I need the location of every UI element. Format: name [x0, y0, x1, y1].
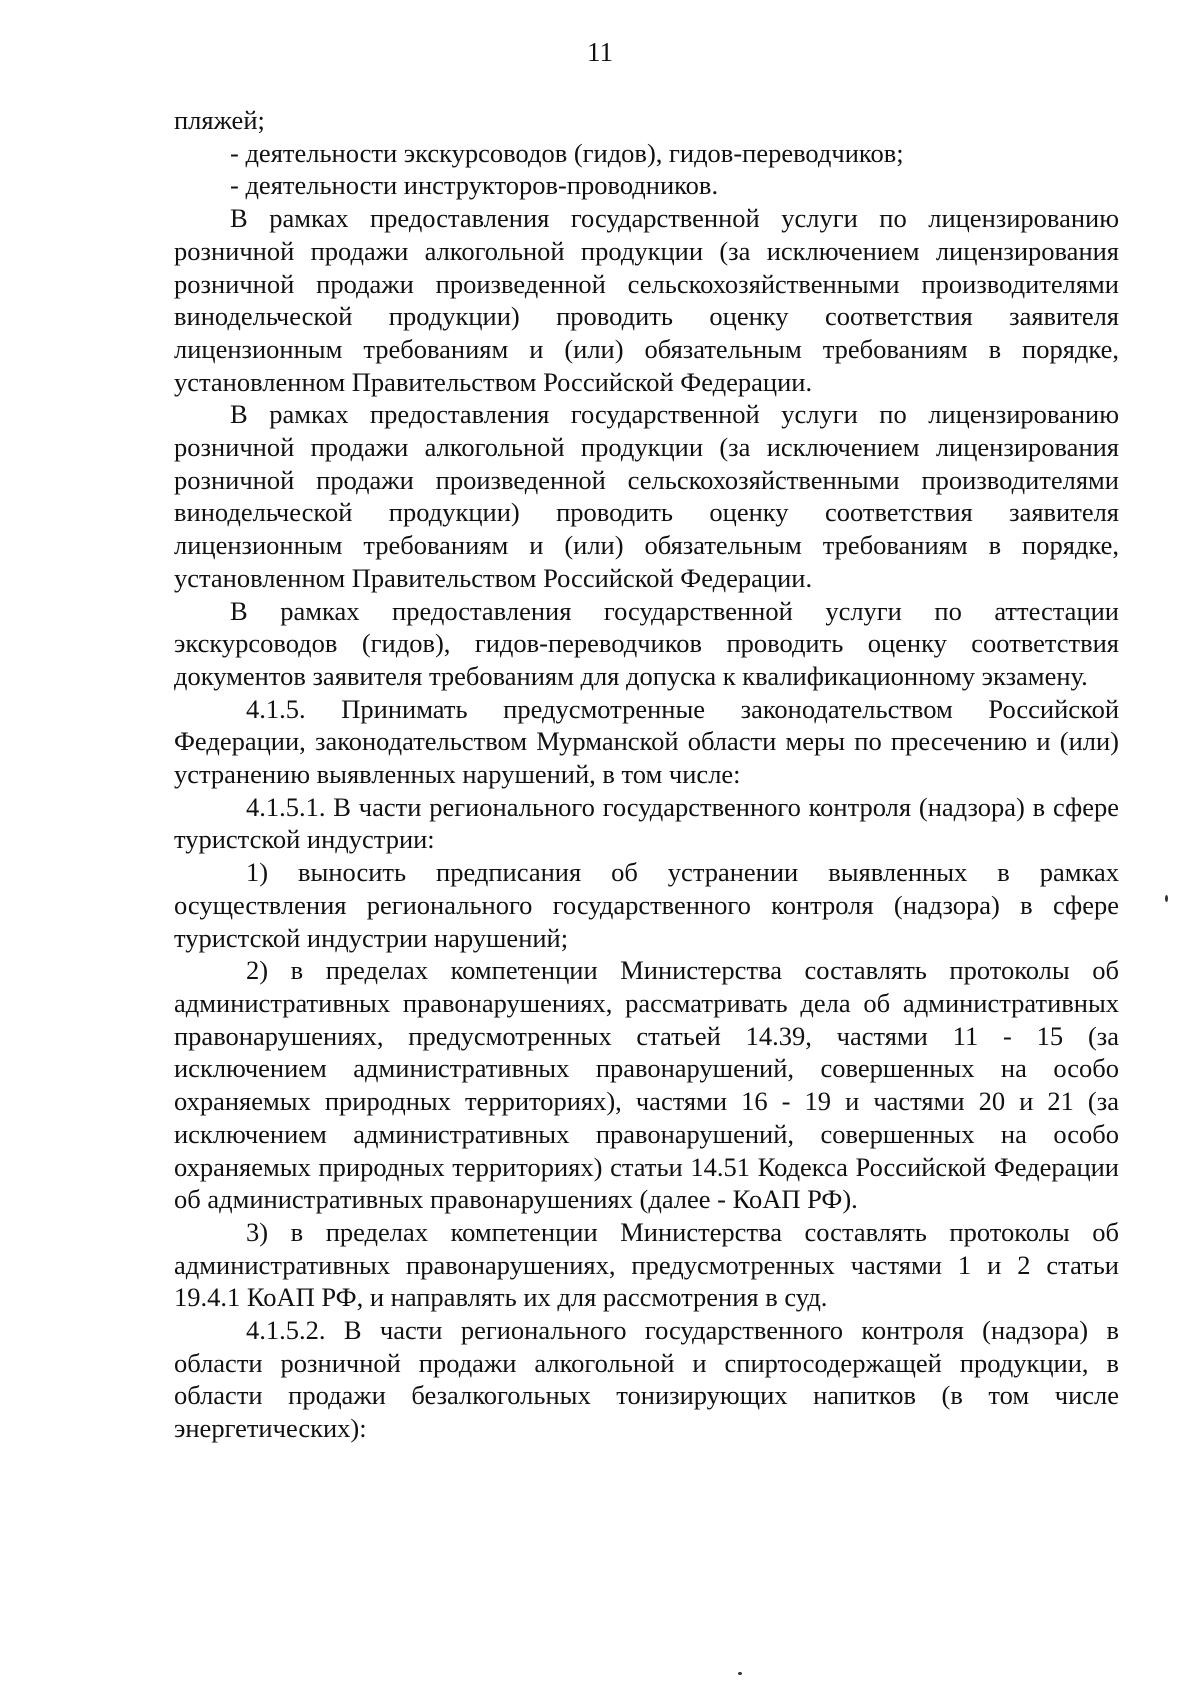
paragraph: 4.1.5. Принимать предусмотренные законодательством Российской Федерации, законодательством Мурманской области меры по пресечению и (или) устранению выявленных нарушений, в том числе:	[174, 693, 1119, 790]
paragraph: - деятельности экскурсоводов (гидов), гидов-переводчиков;	[230, 137, 904, 168]
document-body	[174, 104, 1119, 1445]
paragraph: 2) в пределах компетенции Министерства составлять протоколы об административных правонарушениях, рассматривать дела об административных правонарушениях, предусмотренных статьей 14.39, частями 11 - 15 (за исключением административных правонарушений, совершенных на особо охраняемых природных территориях), частями 16 - 19 и частями 20 и 21 (за исключением административных правонарушений, совершенных на особо охраняемых природных территориях) статьи 14.51 Кодекса Российской Федерации об административных правонарушениях (далее - КоАП РФ).	[174, 955, 1119, 1215]
paragraph: В рамках предоставления государственной услуги по лицензированию розничной продажи алкогольной продукции (за исключением лицензирования розничной продажи произведенной сельскохозяйственными производителями винодельческой продукции) проводить оценку соответствия заявителя лицензионным требованиям и (или) обязательным требованиям в порядке, установленном Правительством Российской Федерации.	[174, 399, 1119, 593]
paragraph: В рамках предоставления государственной услуги по аттестации экскурсоводов (гидов), гидов-переводчиков проводить оценку соответствия документов заявителя требованиям для допуска к квалификационному экзамену.	[174, 595, 1119, 691]
scan-speck	[738, 1672, 742, 1675]
scan-speck	[1165, 895, 1168, 902]
paragraph: 4.1.5.1. В части регионального государственного контроля (надзора) в сфере туристской индустрии:	[174, 791, 1119, 855]
paragraph: - деятельности инструкторов-проводников.	[230, 170, 719, 201]
paragraph: 4.1.5.2. В части регионального государственного контроля (надзора) в области розничной продажи алкогольной и спиртосодержащей продукции, в области продажи безалкогольных тонизирующих напитков (в том числе энергетических):	[174, 1315, 1119, 1444]
paragraph: В рамках предоставления государственной услуги по лицензированию розничной продажи алкогольной продукции (за исключением лицензирования розничной продажи произведенной сельскохозяйственными производителями винодельческой продукции) проводить оценку соответствия заявителя лицензионным требованиям и (или) обязательным требованиям в порядке, установленном Правительством Российской Федерации.	[174, 203, 1119, 397]
paragraph: пляжей;	[174, 105, 265, 135]
page-number: 11	[587, 37, 613, 67]
paragraph: 1) выносить предписания об устранении выявленных в рамках осуществления регионального государственного контроля (надзора) в сфере туристской индустрии нарушений;	[174, 857, 1119, 953]
paragraph: 3) в пределах компетенции Министерства составлять протоколы об административных правонарушениях, предусмотренных частями 1 и 2 статьи 19.4.1 КоАП РФ, и направлять их для рассмотрения в суд.	[174, 1216, 1119, 1313]
